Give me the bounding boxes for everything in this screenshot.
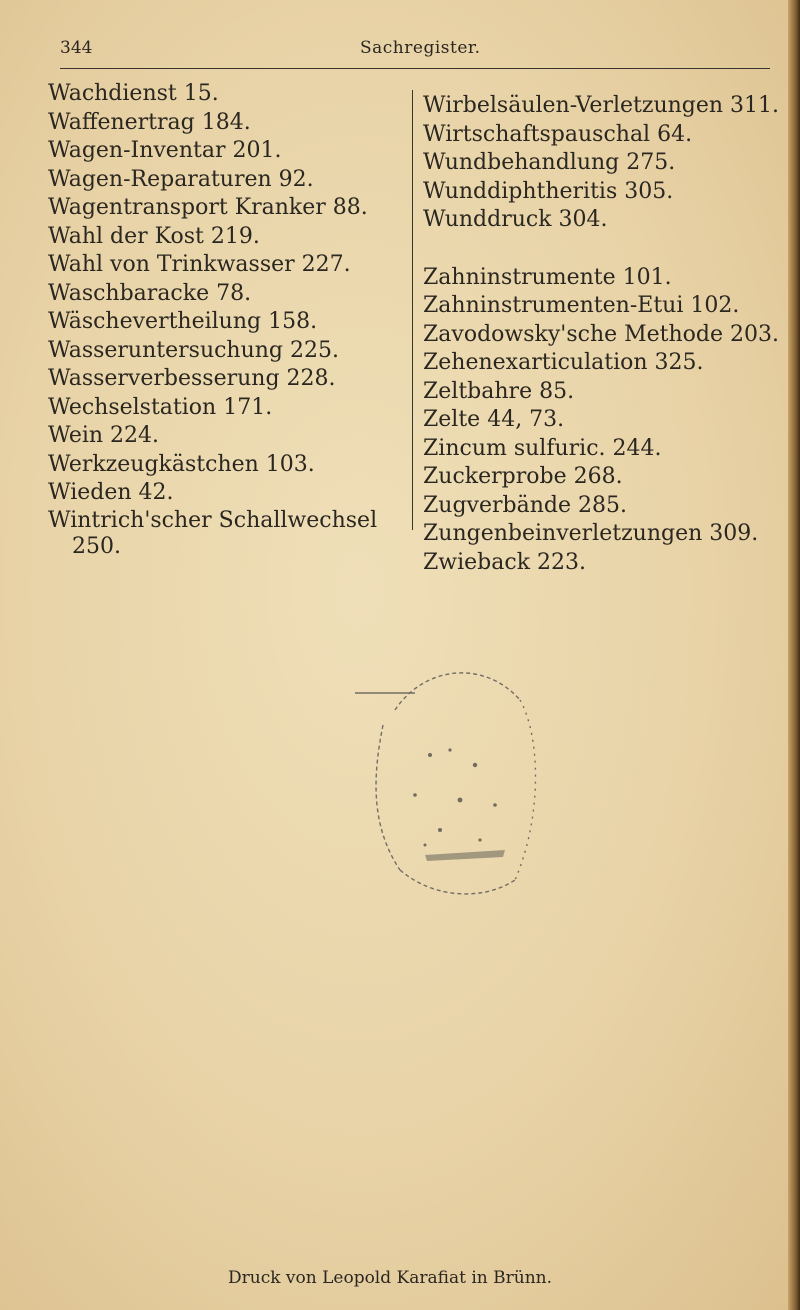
index-entry: Wirtschaftspauschal 64. [423,121,693,147]
column-divider [412,90,413,530]
index-entry: Wasserverbesserung 228. [48,366,336,391]
index-entry: Wunddiphtheritis 305. [423,178,674,204]
index-entry: Zugverbände 285. [423,492,627,518]
index-entry: Zwieback 223. [423,549,587,575]
index-entry-multiline [48,508,408,560]
index-entry: Wechselstation 171. [48,394,273,420]
index-entry: Wagentransport Kranker 88. [48,195,368,220]
index-entry-continuation: 250. [72,533,121,559]
page-title: Sachregister. [360,38,481,58]
page-header [60,38,770,62]
index-column-left [48,80,408,560]
index-entry: Wasseruntersuchung 225. [48,337,339,363]
index-entry: Wein 224. [48,423,160,448]
index-entry: Wachdienst 15. [48,81,219,106]
index-entry: Zuckerprobe 268. [423,464,623,489]
index-entry: Wagen-Reparaturen 92. [48,166,314,192]
index-entry: Wahl von Trinkwasser 227. [48,252,351,277]
index-entry: Wagen-Inventar 201. [48,138,282,163]
index-entry: Wäschevertheilung 158. [48,309,318,334]
index-column-right [423,92,793,577]
index-entry: Wahl der Kost 219. [48,223,260,249]
header-rule [60,68,770,69]
index-entry: Wundbehandlung 275. [423,150,676,175]
printer-imprint: Druck von Leopold Karafiat in Brünn. [227,1268,552,1288]
index-entry: Zeltbahre 85. [423,378,575,404]
index-entry: Wieden 42. [48,480,174,505]
library-stamp [355,655,545,915]
index-entry: Zahninstrumenten-Etui 102. [423,293,740,318]
index-entry: Wirbelsäulen-Verletzungen 311. [423,93,780,118]
page-number: 344 [60,38,93,58]
index-entry: Zelte 44, 73. [423,407,565,432]
index-entry-text: Wintrich'scher Schallwechsel [48,507,378,533]
index-entry: Werkzeugkästchen 103. [48,451,315,477]
index-entry: Waffenertrag 184. [48,109,251,135]
index-entry: Zahninstrumente 101. [423,264,672,290]
index-entry: Zungenbeinverletzungen 309. [423,521,759,546]
index-entry: Waschbaracke 78. [48,280,252,306]
index-entry: Zehenexarticulation 325. [423,350,704,375]
section-gap [423,235,793,264]
index-entry: Zincum sulfuric. 244. [423,435,662,461]
index-entry: Wunddruck 304. [423,207,608,232]
index-entry: Zavodowsky'sche Methode 203. [423,321,780,347]
